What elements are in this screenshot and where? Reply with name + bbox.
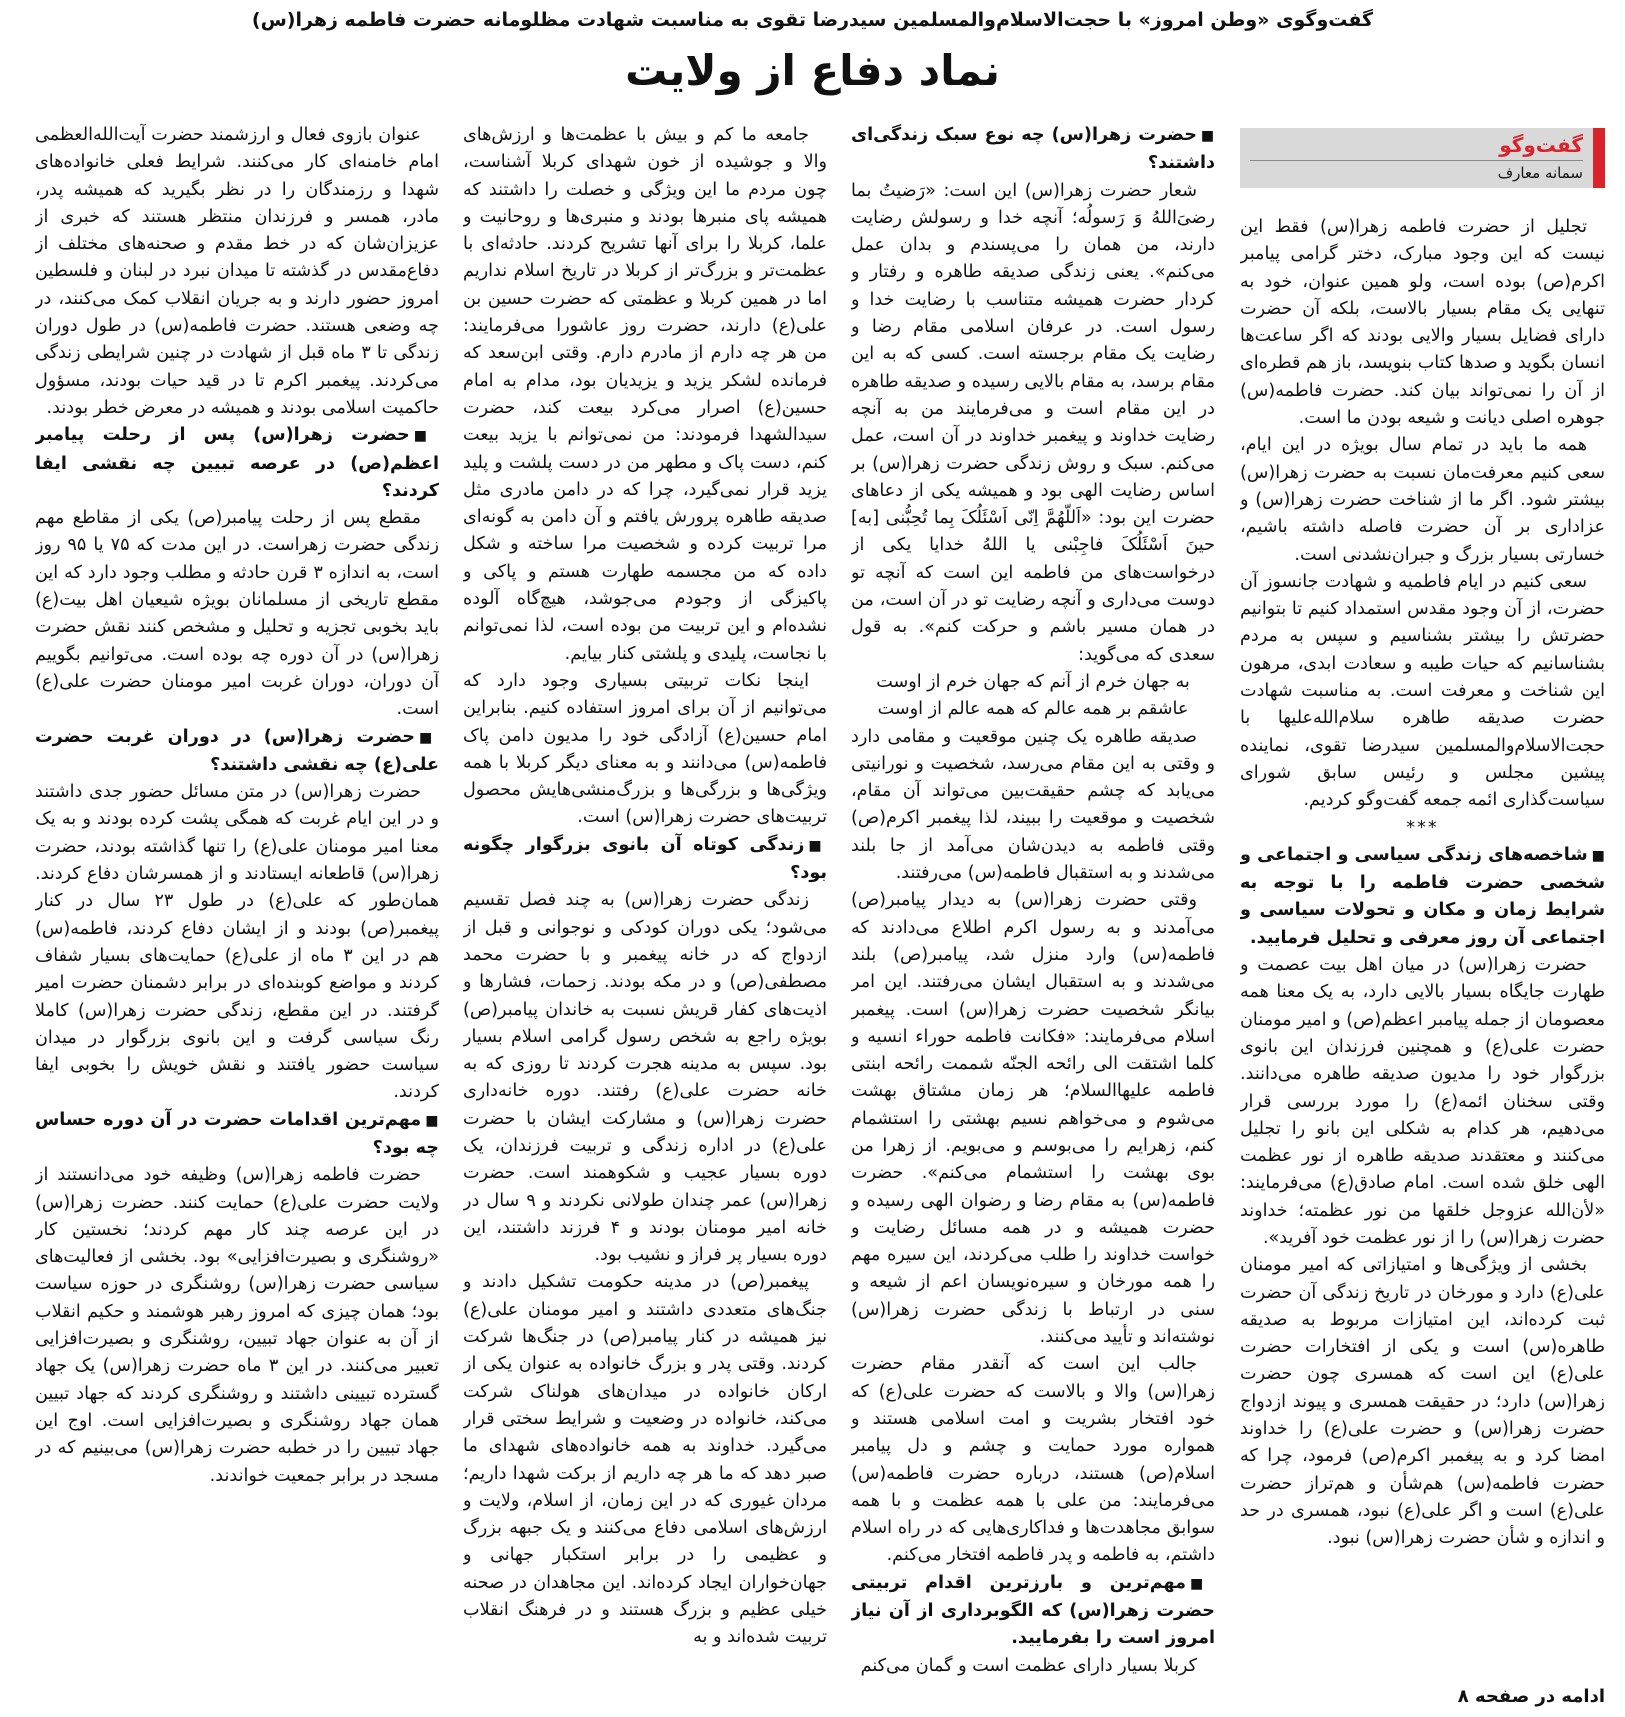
interview-question bbox=[463, 832, 827, 888]
rubric-divider bbox=[1250, 160, 1583, 161]
continued-on-page: ادامه در صفحه ۸ bbox=[1457, 1686, 1605, 1707]
question-marker-icon: ■ bbox=[808, 837, 827, 854]
question-marker-icon: ■ bbox=[1190, 1575, 1215, 1592]
body-paragraph bbox=[851, 724, 1215, 888]
paragraph-text: تجلیل از حضرت فاطمه زهرا(س) فقط این نیست که این وجود مبارک، دختر گرامی پیامبر اکرم(ص) بوده است، ولو همین عنوان، خود به تنهایی یک مقام بسیار بالاست، بلکه آن حضرت دارای فضایل بسیار والایی بودند که اگر ساعت‌ها انسان بگوید و صدها کتاب بنویسد، باز هم قطره‌ای از آن را نمی‌تواند بیان کند. حضرت فاطمه(س) جوهره اصلی دیانت و شیعه بودن ما است. bbox=[1240, 217, 1605, 429]
question-marker-icon: ■ bbox=[1200, 128, 1215, 144]
paragraph-text: *** bbox=[1406, 817, 1439, 838]
paragraph-text: جامعه ما کم و بیش با عظمت‌ها و ارزش‌های والا و جوشیده از خون شهدای کربلا آشناست، چون مردم ما این ویژگی و خصلت را داشتند که همیشه پای منبرها بودند و منبری‌ها و روحانیت و علما، کربلا را برای آنها تشریح کردند. حادثه‌ای با عظمت‌تر و بزرگ‌تر از کربلا در تاریخ اسلام نداریم اما در همین کربلا و عظمتی که حضرت حسین بن علی(ع) دارند، حضرت روز عاشورا می‌فرمایند: من هر چه دارم از مادرم دارم. وقتی ابن‌سعد که فرمانده لشکر یزید و یزیدیان بود، مدام به امام حسین(ع) اصرار می‌کرد بیعت کند، حضرت سیدالشهدا فرمودند: من نمی‌توانم با یزید بیعت کنم، دست پاک و مطهر من در دست پلشت و پلید یزید قرار نمی‌گیرد، چرا که در دامن مادری مثل صدیقه طاهره پرورش یافتم و آن دامن به گونه‌ای مرا تربیت کرده و شخصیت مرا ساخته و شکل داده که من مجسمه طهارت هستم و پاکی و پاکیزگی از وجودم می‌جوشد، هیچ‌گاه آلوده نشده‌ام و این تربیت من بوده است، لذا نمی‌توانم با نجاست، پلیدی و پلشتی کنار بیایم. bbox=[463, 125, 827, 664]
body-paragraph bbox=[851, 178, 1215, 669]
body-paragraph bbox=[463, 887, 827, 1269]
question-text: مهم‌ترین و بارزترین اقدام تربیتی حضرت زهرا(س) که الگوبرداری از آن نیاز امروز است را بفرمایید. bbox=[851, 1572, 1215, 1649]
question-text: شاخصه‌های زندگی سیاسی و اجتماعی و شخصی حضرت فاطمه را با توجه به شرایط زمان و مکان و تحولات سیاسی و اجتماعی آن روز معرفی و تحلیل فرمایید. bbox=[1240, 844, 1605, 948]
author-name: سمانه معارف bbox=[1497, 164, 1583, 182]
body-paragraph bbox=[463, 122, 827, 668]
interview-question bbox=[35, 724, 439, 780]
paragraph-text: همه ما باید در تمام سال بویژه در این ایام، سعی کنیم معرفت‌مان نسبت به حضرت زهرا(س) بیشتر شود. اگر ما از شناخت حضرت زهرا(س) و عزاداری بر آن حضرت فاصله داشته باشیم، خسارتی بسیار بزرگ و جبران‌نشدنی است. bbox=[1240, 435, 1605, 565]
paragraph-text: پیغمبر(ص) در مدینه حکومت تشکیل دادند و جنگ‌های متعددی داشتند و امیر مومنان علی(ع) نیز همیشه در کنار پیامبر(ص) در جنگ‌ها شرکت کردند. وقتی پدر و بزرگ خانواده به عنوان یکی از ارکان خانواده در میدان‌های هولناک شرکت می‌کند، خانواده در وضعیت و شرایط سختی قرار می‌گیرد. خداوند به همه خانواده‌های شهدای ما صبر دهد که ما هر چه داریم از برکت شهدا داریم؛ مردان غیوری که در این زمان، از اسلام، ولایت و ارزش‌های اسلامی دفاع می‌کنند و یک جبهه بزرگ و عظیمی را در برابر استکبار جهانی و جهان‌خواران ایجاد کرده‌اند. این مجاهدان در صحنه خیلی عظیم و بزرگ هستند و در فرهنگ انقلاب تربیت شده‌اند و به bbox=[463, 1272, 827, 1648]
paragraph-text: حضرت فاطمه زهرا(س) وظیفه خود می‌دانستند از ولایت حضرت علی(ع) حمایت کنند. حضرت زهرا(س) در این عرصه چند کار مهم کردند؛ نخستین کار «روشنگری و بصیرت‌افزایی» بود. بخشی از فعالیت‌های سیاسی حضرت زهرا(س) روشنگری در حوزه سیاست بود؛ همان چیزی که امروز رهبر هوشمند و حکیم انقلاب از آن به عنوان جهاد تبیین، روشنگری و بصیرت‌افزایی تعبیر می‌کنند. در این ۳ ماه حضرت زهرا(س) یک جهاد گسترده تبیینی داشتند و روشنگری کردند که جهاد تبیین همان جهاد روشنگری و بصیرت‌افزایی است. اوج این جهاد تبیین را در خطبه حضرت زهرا(س) می‌بینیم که در مسجد در برابر جمعیت خواندند. bbox=[35, 1165, 439, 1486]
poem-verse bbox=[851, 669, 1215, 696]
question-text: حضرت زهرا(س) در دوران غربت حضرت علی(ع) چه نقشی داشتند؟ bbox=[35, 726, 439, 775]
paragraph-text: سعی کنیم در ایام فاطمیه و شهادت جانسوز آن حضرت، از آن وجود مقدس استمداد کنیم تا بتوانیم حضرتش را بیشتر بشناسیم و سپس به مردم بشناسانیم که حیات طیبه و سعادت ابدی، مرهون این شناخت و معرفت است. به مناسبت شهادت حضرت صدیقه طاهره سلام‌الله‌علیها با حجت‌الاسلام‌والمسلمین سیدرضا تقوی، نماینده پیشین مجلس و رئیس سابق شورای سیاست‌گذاری ائمه جمعه گفت‌وگو کردیم. bbox=[1240, 571, 1605, 811]
paragraph-text: جالب این است که آنقدر مقام حضرت زهرا(س) والا و بالاست که حضرت علی(ع) که خود افتخار بشریت و امت اسلامی هستند و همواره مورد حمایت و چشم و دل پیامبر اسلام(ص) هستند، درباره حضرت فاطمه(س) می‌فرمایند: من علی با همه عظمت و با همه سوابق مجاهدت‌ها و فداکاری‌هایی که در راه اسلام داشتم، به فاطمه و پدر فاطمه افتخار می‌کنم. bbox=[851, 1354, 1215, 1566]
text-column-3 bbox=[463, 122, 827, 1692]
question-marker-icon: ■ bbox=[418, 729, 439, 746]
question-marker-icon: ■ bbox=[425, 1112, 439, 1129]
body-paragraph bbox=[463, 1269, 827, 1651]
paragraph-text: مقطع پس از رحلت پیامبر(ص) یکی از مقاطع مهم زندگی حضرت زهراست. در این مدت که ۷۵ یا ۹۵ روز است، به اندازه ۳ قرن حادثه و مطلب وجود دارد که این مقطع تاریخی از مسلمانان بویژه شیعیان اهل بیت(ع) باید بخوبی تجزیه و تحلیل و مشخص کنند نقش حضرت زهرا(س) در آن دوره چه بوده است. می‌توانیم بگوییم آن دوران، دوران غربت امیر مومنان حضرت علی(ع) است. bbox=[35, 508, 439, 720]
body-paragraph bbox=[851, 887, 1215, 1351]
body-paragraph bbox=[1240, 569, 1605, 815]
interview-question bbox=[1240, 842, 1605, 952]
body-paragraph bbox=[851, 1351, 1215, 1569]
article-kicker: گفت‌وگوی «وطن امروز» با حجت‌الاسلام‌والمسلمین سیدرضا تقوی به مناسبت شهادت مظلومانه حضرت فاطمه زهرا(س) bbox=[251, 9, 1374, 31]
paragraph-text: حضرت زهرا(س) در میان اهل بیت عصمت و طهارت جایگاه بسیار بالایی دارد، به یک معنا همه معصومان از جمله پیامبر اعظم(ص) و امیر مومنان حضرت علی(ع) و همچنین فرزندان این بانوی بزرگوار خود را مدیون صدیقه طاهره می‌دانند. وقتی سخنان ائمه(ع) را مورد بررسی قرار می‌دهیم، هر کدام به شکلی این بانو را تجلیل می‌کنند و معتقدند صدیقه طاهره از نور عظمت الهی خلق شده است. امام صادق(ع) می‌فرمایند: «لأن‌الله عزوجل خلقها من نور عظمته؛ خداوند حضرت زهرا(س) را از نور عظمت خود آفرید». bbox=[1240, 955, 1605, 1248]
interview-question bbox=[35, 422, 439, 505]
paragraph-text: زندگی حضرت زهرا(س) به چند فصل تقسیم می‌شود؛ یکی دوران کودکی و نوجوانی و قبل از ازدواج که در خانه پیغمبر و با حضرت محمد مصطفی(ص) و در مکه بودند. زحمات، فشارها و اذیت‌های کفار قریش نسبت به خاندان پیامبر(ص) بویژه راجع به شخص رسول گرامی اسلام بسیار بود. سپس به مدینه هجرت کردند تا روزی که به خانه حضرت علی(ع) رفتند. دوره خانه‌داری حضرت زهرا(س) و مشارکت ایشان با حضرت علی(ع) در اداره زندگی و تربیت فرزندان، یک دوره بسیار عجیب و شکوهمند است. حضرت زهرا(س) عمر چندان طولانی نکردند و ۹ سال در خانه امیر مومنان بودند و ۴ فرزند داشتند، این دوره بسیار پر فراز و نشیب بود. bbox=[463, 890, 827, 1266]
question-marker-icon: ■ bbox=[1591, 847, 1605, 864]
paragraph-text: صدیقه طاهره یک چنین موقعیت و مقامی دارد و وقتی به این مقام می‌رسد، شخصیت و نورانیتی می‌یابد که چشم حقیقت‌بین می‌تواند آن مقام، شخصیت و موقعیت را ببیند، لذا پیغمبر اکرم(ص) وقتی فاطمه به دیدن‌شان می‌آمد از جا بلند می‌شدند و به استقبال فاطمه(س) می‌رفتند. bbox=[851, 726, 1215, 884]
paragraph-text: شعار حضرت زهرا(س) این است: «رَضیتُ بما رضیَ‌اللهُ وَ رَسولُه؛ آنچه خدا و رسولش رضایت دارند، من همان را می‌پسندم و بدان عمل می‌کنم». یعنی زندگی صدیقه طاهره و رفتار و کردار حضرت همیشه متناسب با رضایت خدا و رسول است. در عرفان اسلامی مقام رضا و رضایت یک مقام برجسته است. کسی که به این مقام برسد، به مقام بالایی رسیده و صدیقه طاهره در این مقام است و می‌فرمایند من به آنچه رضایت خداوند و پیغمبر خداوند در آن است، عمل می‌کنم. سبک و روش زندگی حضرت زهرا(س) بر اساس رضایت الهی بود و همیشه یکی از دعاهای حضرت این بود: «اَللّهُمَّ اِنّی اَسْئَلُکَ بِما تُحِبُّنی [به] حینَ اَسْئَلُکَ فاجِبْنی یا اللهُ خدایا یکی از درخواست‌های من فاطمه این است که آنچه تو دوست می‌داری و آنچه رضایت تو در آن است، من در همان مسیر باشم و حرکت کنم». به قول سعدی که می‌گوید: bbox=[851, 180, 1215, 665]
paragraph-text: عاشقم بر همه عالم که همه عالم از اوست bbox=[877, 699, 1189, 720]
paragraph-text: حضرت زهرا(س) در متن مسائل حضور جدی داشتند و در این ایام غربت که همگی پشت کرده بودند و به یک معنا امیر مومنان علی(ع) را تنها گذاشته بودند، حضرت زهرا(س) قاطعانه ایستادند و از همسرشان دفاع کردند. همان‌طور که علی(ع) در طول ۲۳ سال در کنار پیغمبر(ص) بودند و از ایشان دفاع کردند، فاطمه(س) هم در این ۳ ماه از علی(ع) حمایت‌های بسیار شفاف کردند و مواضع کوبنده‌ای در برابر دشمنان حضرت امیر گرفتند. در این مقطع، زندگی حضرت زهرا(س) کاملا رنگ سیاسی گرفت و این بانوی بزرگوار در میدان سیاست حضور یافتند و نقش خویش را بخوبی ایفا کردند. bbox=[35, 782, 439, 1103]
body-paragraph bbox=[463, 668, 827, 832]
question-text: حضرت زهرا(س) چه نوع سبک زندگی‌ای داشتند؟ bbox=[851, 125, 1215, 174]
paragraph-text: کربلا بسیار دارای عظمت است و گمان می‌کنم bbox=[860, 1655, 1197, 1676]
body-paragraph bbox=[1240, 1252, 1605, 1552]
question-text: حضرت زهرا(س) پس از رحلت پیامبر اعظم(ص) در عرصه تبیین چه نقشی ایفا کردند؟ bbox=[35, 425, 439, 501]
text-column-2 bbox=[851, 122, 1215, 1692]
question-marker-icon: ■ bbox=[413, 428, 439, 445]
body-paragraph bbox=[1240, 952, 1605, 1252]
question-text: زندگی کوتاه آن بانوی بزرگوار چگونه بود؟ bbox=[463, 834, 827, 884]
body-paragraph bbox=[1240, 214, 1605, 432]
body-paragraph bbox=[35, 505, 439, 723]
interview-question bbox=[851, 122, 1215, 178]
interview-question bbox=[35, 1107, 439, 1163]
text-column-4 bbox=[35, 122, 439, 1692]
text-column-1 bbox=[1240, 122, 1605, 1692]
body-paragraph bbox=[851, 1653, 1215, 1680]
paragraph-text: به جهان خرم از آنم که جهان خرم از اوست bbox=[876, 671, 1190, 692]
article-title: نماد دفاع از ولایت bbox=[625, 46, 1000, 95]
paragraph-text: اینجا نکات تربیتی بسیاری وجود دارد که می‌توانیم از آن برای امروز استفاده کنیم. بنابراین امام حسین(ع) آزادگی خود را مدیون دامن پاک فاطمه(س) می‌دانند و به معنای دیگر کربلا با همه ویژگی‌ها و بزرگی‌ها و بزرگ‌منشی‌هایش محصول تربیت‌های حضرت زهرا(س) است. bbox=[463, 670, 827, 828]
body-paragraph bbox=[1240, 432, 1605, 568]
body-paragraph bbox=[35, 122, 439, 422]
question-text: مهم‌ترین اقدامات حضرت در آن دوره حساس چه بود؟ bbox=[35, 1109, 439, 1158]
body-paragraph bbox=[35, 1162, 439, 1490]
paragraph-text: بخشی از ویژگی‌ها و امتیازاتی که امیر مومنان علی(ع) دارد و مورخان در تاریخ زندگی آن حضرت ثبت کرده‌اند، این امتیازات مربوط به صدیقه طاهره(س) است و یکی از افتخارات حضرت علی(ع) این است که همسری چون حضرت زهرا(س) دارد؛ در حقیقت همسری و پیوند ازدواج حضرت زهرا(س) و حضرت علی(ع) را خداوند امضا کرد و به پیغمبر اکرم(ص) فرمود، چرا که حضرت فاطمه(س) هم‌شأن و هم‌تراز حضرت علی(ع) است و اگر علی(ع) نبود، همسری در حد و اندازه و شأن حضرت زهرا(س) نبود. bbox=[1240, 1255, 1605, 1549]
interview-question bbox=[851, 1570, 1215, 1653]
rubric-label: گفت‌وگو bbox=[1499, 133, 1583, 157]
rubric-box bbox=[1240, 128, 1605, 188]
body-paragraph bbox=[35, 779, 439, 1107]
section-separator bbox=[1240, 815, 1605, 842]
paragraph-text: عنوان بازوی فعال و ارزشمند حضرت آیت‌الله‌العظمی امام خامنه‌ای کار می‌کنند. شرایط فعلی خانواده‌های شهدا و رزمندگان را در نظر بگیرید که همیشه پدر، مادر، همسر و فرزندان منتظر هستند که خبری از عزیزان‌شان که در خط مقدم و صحنه‌های مختلف از دفاع‌مقدس در گذشته تا میدان نبرد در لبنان و فلسطین امروز حضور دارند و به جریان انقلاب کمک می‌کنند، در چه وضعی هستند. حضرت فاطمه(س) در طول دوران زندگی تا ۳ ماه قبل از شهادت در چنین شرایطی زندگی می‌کردند. پیغمبر اکرم تا در قید حیات بودند، مسؤول حاکمیت اسلامی بودند و همیشه در معرض خطر بودند. bbox=[35, 125, 439, 418]
poem-verse bbox=[851, 696, 1215, 723]
paragraph-text: وقتی حضرت زهرا(س) به دیدار پیامبر(ص) می‌آمدند و به رسول اکرم اطلاع می‌دادند که فاطمه(س) وارد منزل شد، پیامبر(ص) بلند می‌شدند و به استقبال ایشان می‌رفتند. این امر بیانگر شخصیت حضرت زهرا(س) است. پیغمبر اسلام می‌فرمایند: «فکانت فاطمه حوراء انسیه و کلما اشتقت الی رائحه الجنّه شممت رائحه ابنتی فاطمه علیهاالسلام؛ هر زمان مشتاق بهشت می‌شوم و می‌خواهم نسیم بهشتی را استشمام کنم، زهرایم را می‌بوسم و می‌بویم. از زهرا من بوی بهشت را استشمام می‌کنم». حضرت فاطمه(س) به مقام رضا و رضوان الهی رسیده و حضرت همیشه و در همه مسائل رضایت و خواست خداوند را طلب می‌کردند، این سیره مهم را همه مورخان و سیره‌نویسان اعم از شیعه و سنی در ارتباط با زندگی حضرت زهرا(س) نوشته‌اند و تأیید می‌کنند. bbox=[851, 890, 1215, 1348]
